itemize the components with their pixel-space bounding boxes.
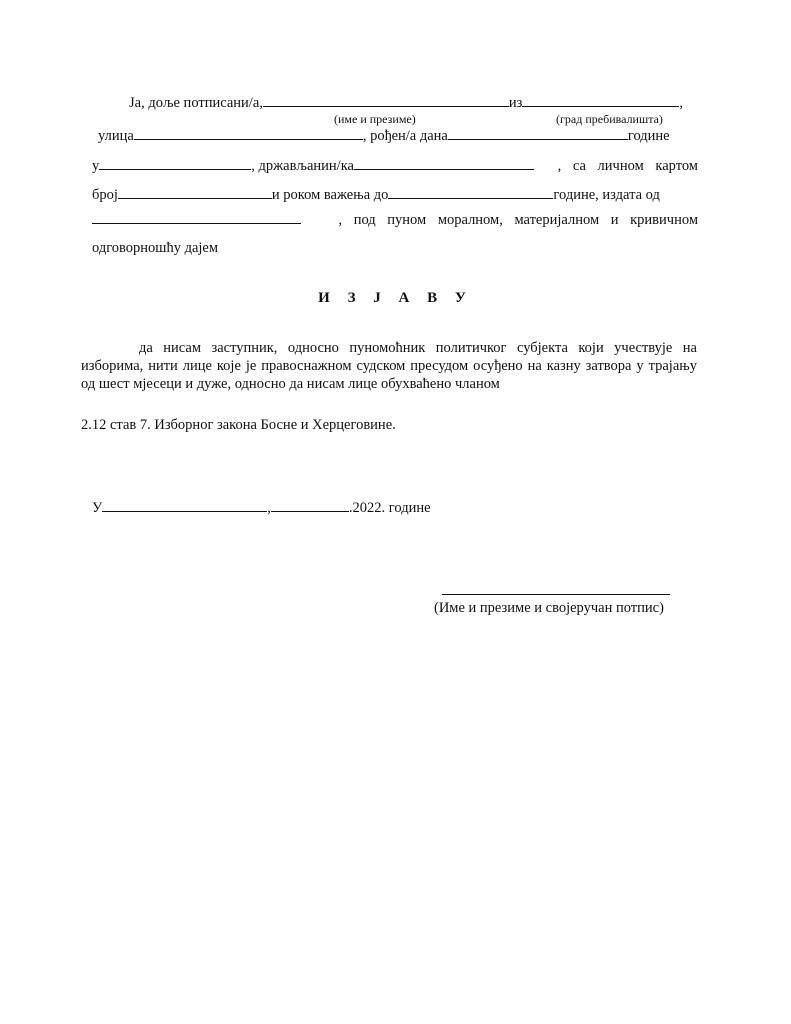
form-line-name-city — [92, 94, 698, 112]
city-blank[interactable] — [522, 94, 679, 107]
issuer-blank[interactable] — [92, 211, 301, 224]
declaration-body — [81, 339, 697, 393]
responsibility-text: , под пуном моралном, материјалном и кривичном — [338, 212, 698, 228]
citizen-text: , држављанин/ка — [251, 158, 354, 174]
form-line-issuer — [92, 211, 698, 229]
date-blank[interactable] — [271, 499, 349, 512]
comma-text: , — [679, 95, 684, 111]
street-text: улица — [98, 128, 134, 144]
caption-name: (име и презиме) — [334, 112, 416, 126]
place-prefix: У — [92, 500, 103, 516]
number-text: број — [92, 187, 118, 203]
citizenship-blank[interactable] — [354, 157, 534, 170]
signature-line[interactable] — [442, 594, 670, 595]
birthdate-blank[interactable] — [448, 127, 628, 140]
place-blank[interactable] — [102, 499, 267, 512]
from-text: из — [508, 95, 523, 111]
declaration-paragraph: да нисам заступник, односно пуномоћник политичког субјекта који учествује на изборима, нити лице које је правоснажном судском пресудом осуђено на казну затвора у трајању од шест мјесеци и дуже, односно да нисам лице обухваћено чланом — [81, 340, 697, 392]
intro-text: Ја, доље потписани/а, — [129, 95, 263, 111]
birthplace-blank[interactable] — [99, 157, 251, 170]
id-number-blank[interactable] — [118, 186, 272, 199]
name-blank[interactable] — [263, 94, 509, 107]
born-text: , рођен/а дана — [362, 128, 448, 144]
validity-text: и роком важења до — [271, 187, 389, 203]
form-line-id-number — [92, 186, 698, 204]
place-date-line — [92, 499, 431, 517]
issued-text: године, издата од — [553, 187, 660, 203]
validity-blank[interactable] — [388, 186, 553, 199]
street-blank[interactable] — [134, 127, 363, 140]
caption-city: (град пребивалишта) — [556, 112, 663, 126]
place-sep: , — [267, 500, 271, 516]
form-line-place-citizenship — [92, 157, 698, 175]
year-text: године — [627, 128, 670, 144]
form-line-give: одговорношћу дајем — [92, 240, 219, 256]
id-card-text: , са личном картом — [557, 158, 698, 174]
form-line-street-birth — [92, 127, 698, 145]
signature-caption: (Име и презиме и својеручан потпис) — [434, 600, 664, 616]
in-text: у — [92, 158, 100, 174]
document-title: И З Ј А В У — [318, 290, 473, 306]
declaration-law-reference: 2.12 став 7. Изборног закона Босне и Херцеговине. — [81, 417, 396, 433]
year-suffix: .2022. године — [348, 500, 431, 516]
